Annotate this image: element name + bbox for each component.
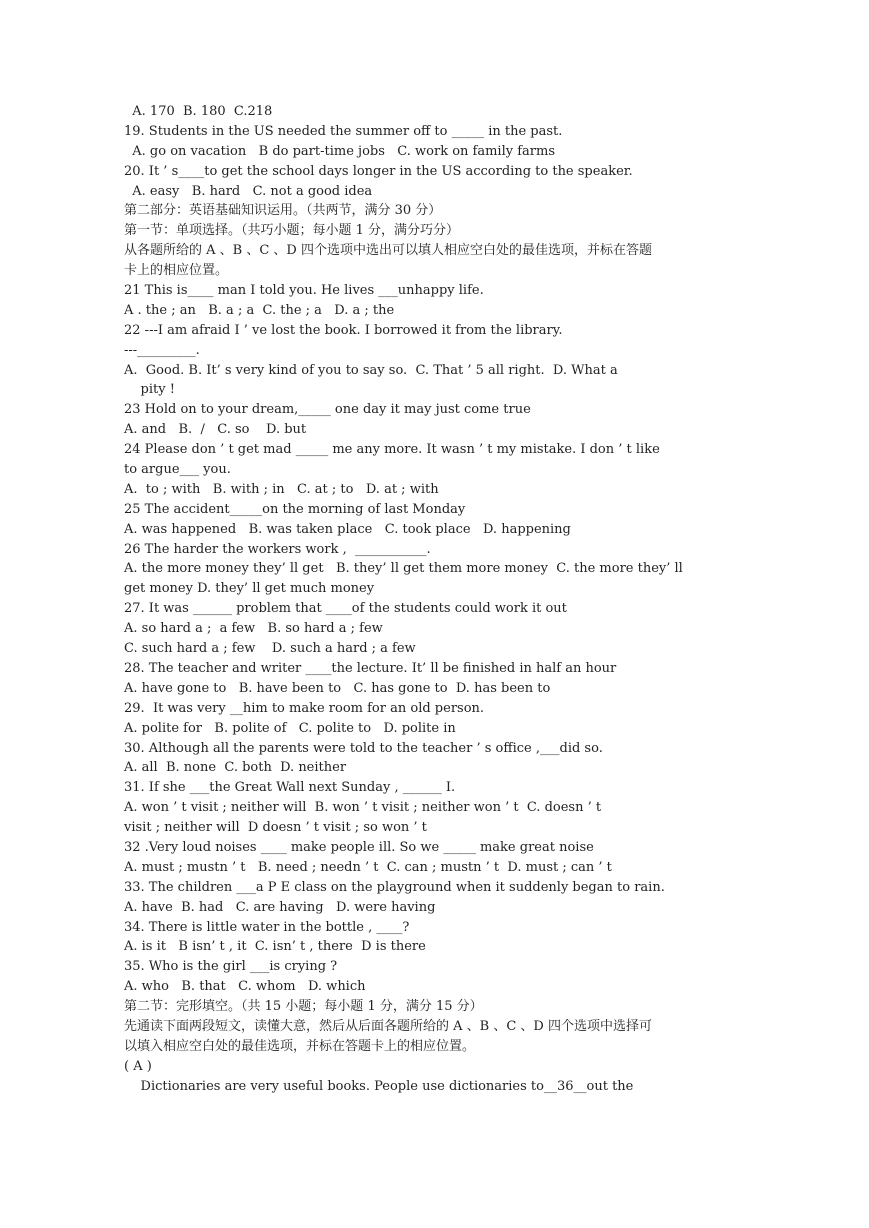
options-text: A. to ; with B. with ; in C. at ; to D. at ; with	[124, 481, 439, 497]
question-text: 24 Please don ’ t get mad _____ me any more. It wasn ’ t my mistake. I don ’ t like	[124, 442, 660, 458]
options-text: A. who B. that C. whom D. which	[124, 979, 366, 995]
question-text: 25 The accident_____on the morning of last Monday	[124, 501, 466, 517]
instruction-text: 先通读下面两段短文，读懂大意，然后从后面各题所给的 A 、B 、C 、D 四个选项中选择可	[124, 1018, 652, 1034]
question-text: 30. Although all the parents were told to the teacher ’ s office ,___did so.	[124, 740, 603, 756]
text-line: A. go on vacation B do part-time jobs C. work on family farms	[124, 143, 555, 159]
subsection-heading: 第二节：完形填空。（共 15 小题；每小题 1 分，满分 15 分）	[124, 999, 483, 1015]
question-text: 34. There is little water in the bottle , ____?	[124, 919, 410, 935]
options-text: A. is it B isn’ t , it C. isn’ t , there D is there	[124, 939, 426, 955]
options-text: A. have B. had C. are having D. were having	[124, 899, 436, 915]
options-text: A. all B. none C. both D. neither	[124, 760, 347, 776]
instruction-text: 以填入相应空白处的最佳选项，并标在答题卡上的相应位置。	[124, 1038, 476, 1054]
subsection-heading: 第一节：单项选择。（共巧小题；每小题 1 分，满分巧分）	[124, 223, 460, 239]
question-text: 28. The teacher and writer ____the lecture. It’ ll be finished in half an hour	[124, 660, 617, 676]
text-line: 20. It ’ s____to get the school days longer in the US according to the speaker.	[124, 163, 633, 179]
options-text: A . the ; an B. a ; a C. the ; a D. a ; the	[124, 302, 395, 318]
instruction-text: 从各题所给的 A 、B 、C 、D 四个选项中选出可以填人相应空白处的最佳选项，并标在答题	[124, 243, 652, 259]
section-heading: 第二部分：英语基础知识运用。（共两节，满分 30 分）	[124, 203, 442, 219]
options-text: pity !	[124, 382, 175, 398]
question-text: 32 .Very loud noises ____ make people ill. So we _____ make great noise	[124, 839, 594, 855]
options-text: visit ; neither will D doesn ’ t visit ; so won ’ t	[124, 820, 427, 836]
question-text: 27. It was ______ problem that ____of the students could work it out	[124, 601, 567, 617]
question-text: 22 ---I am afraid I ’ ve lost the book. I borrowed it from the library.	[124, 322, 563, 338]
question-text: 26 The harder the workers work , ___________.	[124, 541, 431, 557]
options-text: A. so hard a ; a few B. so hard a ; few	[124, 621, 383, 637]
question-text: 21 This is____ man I told you. He lives ___unhappy life.	[124, 283, 484, 299]
options-text: get money D. they’ ll get much money	[124, 581, 375, 597]
question-text: 35. Who is the girl ___is crying ?	[124, 959, 338, 975]
instruction-text: 卡上的相应位置。	[124, 263, 229, 279]
options-text: A. was happened B. was taken place C. took place D. happening	[124, 521, 571, 537]
question-text: 29. It was very __him to make room for an old person.	[124, 700, 485, 716]
text-line: 19. Students in the US needed the summer off to _____ in the past.	[124, 123, 563, 139]
text-line: A. easy B. hard C. not a good idea	[124, 183, 373, 199]
options-text: A. won ’ t visit ; neither will B. won ’ t visit ; neither won ’ t C. doesn ’ t	[124, 800, 602, 816]
options-text: A. and B. / C. so D. but	[124, 422, 307, 438]
document-page	[124, 102, 744, 1097]
passage-label: ( A )	[124, 1058, 152, 1074]
question-text: 23 Hold on to your dream,_____ one day it may just come true	[124, 402, 531, 418]
text-line: A. 170 B. 180 C.218	[124, 104, 273, 119]
options-text: A. polite for B. polite of C. polite to D. polite in	[124, 720, 456, 736]
question-text: to argue___ you.	[124, 462, 231, 478]
options-text: C. such hard a ; few D. such a hard ; a few	[124, 641, 416, 657]
question-text: ---_________.	[124, 342, 200, 358]
options-text: A. Good. B. It’ s very kind of you to say so. C. That ’ 5 all right. D. What a	[124, 362, 618, 378]
passage-text: Dictionaries are very useful books. People use dictionaries to__36__out the	[124, 1078, 634, 1094]
question-text: 33. The children ___a P E class on the playground when it suddenly began to rain.	[124, 879, 665, 895]
options-text: A. have gone to B. have been to C. has gone to D. has been to	[124, 680, 551, 696]
question-text: 31. If she ___the Great Wall next Sunday , ______ I.	[124, 780, 456, 796]
options-text: A. the more money they’ ll get B. they’ ll get them more money C. the more they’ ll	[124, 561, 683, 577]
options-text: A. must ; mustn ’ t B. need ; needn ’ t C. can ; mustn ’ t D. must ; can ’ t	[124, 859, 612, 875]
